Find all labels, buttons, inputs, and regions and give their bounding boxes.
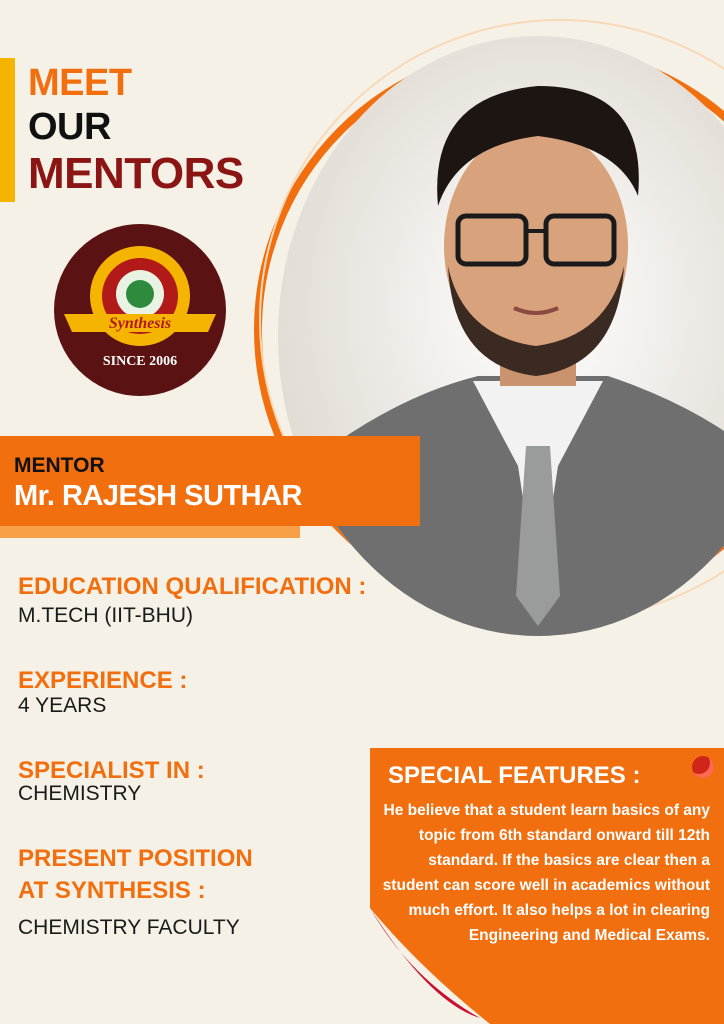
synthesis-logo xyxy=(52,222,228,398)
position-title-line1: PRESENT POSITION xyxy=(18,845,253,872)
red-dot-icon xyxy=(692,756,714,778)
heading-mentors: MENTORS xyxy=(28,149,244,198)
education-title: EDUCATION QUALIFICATION : xyxy=(18,573,367,600)
special-features-title: SPECIAL FEATURES : xyxy=(388,762,641,789)
heading-our: OUR xyxy=(28,106,111,148)
specialist-value: CHEMISTRY xyxy=(18,782,142,805)
mentor-banner xyxy=(0,436,420,526)
position-title-line2: AT SYNTHESIS : xyxy=(18,877,206,904)
page-curl-decoration xyxy=(370,908,520,1024)
special-features-text: He believe that a student learn basics of any topic from 6th standard onward till 12th standard. If the basics are clear then a student can score well in academics without much effort. It also helps a lot in clearing Engineering and Medical Exams. xyxy=(382,802,710,944)
education-value: M.TECH (IIT-BHU) xyxy=(18,604,193,627)
mentor-name: Mr. RAJESH SUTHAR xyxy=(14,480,302,512)
heading-meet: MEET xyxy=(28,62,132,104)
mentor-role: MENTOR xyxy=(14,454,105,477)
experience-title: EXPERIENCE : xyxy=(18,667,188,694)
specialist-title: SPECIALIST IN : xyxy=(18,757,205,784)
position-value: CHEMISTRY FACULTY xyxy=(18,916,240,939)
logo-since-text: SINCE 2006 xyxy=(102,354,178,369)
experience-value: 4 YEARS xyxy=(18,694,107,717)
heading-accent-bar xyxy=(0,58,15,202)
logo-brand-text: Synthesis xyxy=(108,315,172,332)
